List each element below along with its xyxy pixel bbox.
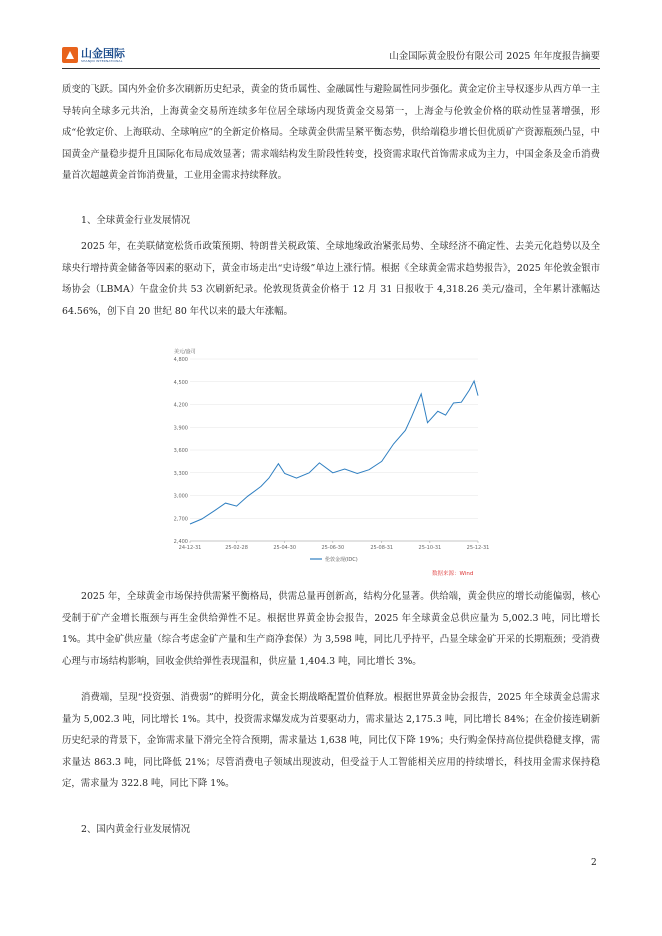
y-tick-label: 4,200 [173, 402, 188, 409]
y-tick-label: 3,300 [173, 470, 188, 477]
company-logo [62, 44, 125, 66]
section-heading-domestic: 2、国内黄金行业发展情况 [81, 824, 191, 835]
paragraph-intro: 质变的飞跃。国内外金价多次刷新历史纪录，黄金的货币属性、金融属性与避险属性同步强化。黄金定价主导权逐步从西方单一主导转向全球多元共治，上海黄金交易所连续多年位居全球场内现货黄金交易第一，上海金与伦敦金价格的联动性显著增强，形成“伦敦定价、上海联动、全球响应”的全新定价格局。全球黄金供需呈紧平衡态势，供给端稳步增长但优质矿产资源瓶颈凸显，中国黄金产量稳步提升且国际化布局成效显著；需求端结构发生阶段性转变，投资需求取代首饰需求成为主力，中国金条及金币消费量首次超越黄金首饰消费量，工业用金需求持续释放。 [62, 84, 600, 182]
report-title: 山金国际黄金股份有限公司 2025 年年度报告摘要 [389, 51, 600, 62]
chart-source: 数据来源：Wind [432, 571, 474, 577]
chart-svg [170, 345, 490, 575]
logo-mark-icon [62, 47, 78, 63]
x-tick-label: 25-12-31 [466, 545, 490, 551]
page-header [62, 44, 600, 69]
x-tick-label: 25-10-31 [418, 545, 442, 551]
x-tick-label: 25-02-28 [225, 545, 248, 551]
paragraph-gold-price: 2025 年，在美联储宽松货币政策预期、特朗普关税政策、全球地缘政治紧张局势、全球经济不确定性、去美元化趋势以及全球央行增持黄金储备等因素的驱动下，黄金市场走出“史诗级”单边上涨行情。根据《全球黄金需求趋势报告》，2025 年伦敦金银市场协会（LBMA）午盘金价共 53 次刷新纪录。伦敦现货黄金价格于 12 月 31 日报收于 4,318.26 美元/盎司，全年累计涨幅达 64.56%，创下自 20 世纪 80 年代以来的最大年涨幅。 [62, 241, 600, 317]
x-tick-label: 25-04-30 [273, 545, 297, 551]
legend-label: 伦敦金现(IDC) [325, 557, 358, 563]
paragraph-demand: 消费端，呈现“投资强、消费弱”的鲜明分化，黄金长期战略配置价值释放。根据世界黄金协会报告，2025 年全球黄金总需求量为 5,002.3 吨，同比增长 1%。其中，投资需求爆发成为首要驱动力，需求量达 2,175.3 吨，同比增长 84%；在金价接连刷新历史纪录的背景下，金饰需求量下滑完全符合预期，需求量达 1,638 吨，同比仅下降 19%；央行购金保持高位提供稳健支撑，需求量达 863.3 吨，同比降低 21%；尽管消费电子领域出现波动，但受益于人工智能相关应用的持续增长，科技用金需求保持稳定，需求量为 322.8 吨，同比下降 1%。 [62, 692, 600, 790]
x-tick-label: 25-08-31 [370, 545, 394, 551]
x-tick-label: 25-06-30 [321, 545, 345, 551]
page-number: 2 [591, 858, 597, 868]
x-tick-label: 24-12-31 [178, 545, 202, 551]
logo-subtext: SHANJIN INTERNATIONAL [81, 58, 123, 63]
series-line-gold-price [190, 381, 478, 524]
y-tick-label: 3,900 [173, 425, 188, 432]
y-tick-label: 4,500 [173, 379, 188, 386]
paragraph-supply: 2025 年，全球黄金市场保持供需紧平衡格局，供需总量再创新高，结构分化显著。供给端，黄金供应的增长动能偏弱，核心受制于矿产金增长瓶颈与再生金供给弹性不足。根据世界黄金协会报告，2025 年全球黄金总供应量为 5,002.3 吨，同比增长 1%。其中金矿供应量（综合考虑金矿产量和生产商净套保）为 3,598 吨，同比几乎持平，凸显全球金矿开采的长期瓶颈；受消费心理与市场结构影响，回收金供给弹性表现温和，供应量 1,404.3 吨，同比增长 3%。 [62, 591, 600, 667]
y-tick-label: 2,400 [173, 539, 188, 545]
y-unit-label: 美元/盎司 [174, 349, 196, 355]
y-tick-label: 3,600 [173, 448, 188, 454]
y-tick-label: 4,800 [173, 357, 188, 363]
section-heading-global: 1、全球黄金行业发展情况 [81, 215, 191, 226]
y-tick-label: 2,700 [173, 516, 188, 523]
logo-text: 山金国际 [81, 46, 125, 60]
gold-price-chart [170, 345, 490, 575]
y-tick-label: 3,000 [173, 493, 188, 500]
